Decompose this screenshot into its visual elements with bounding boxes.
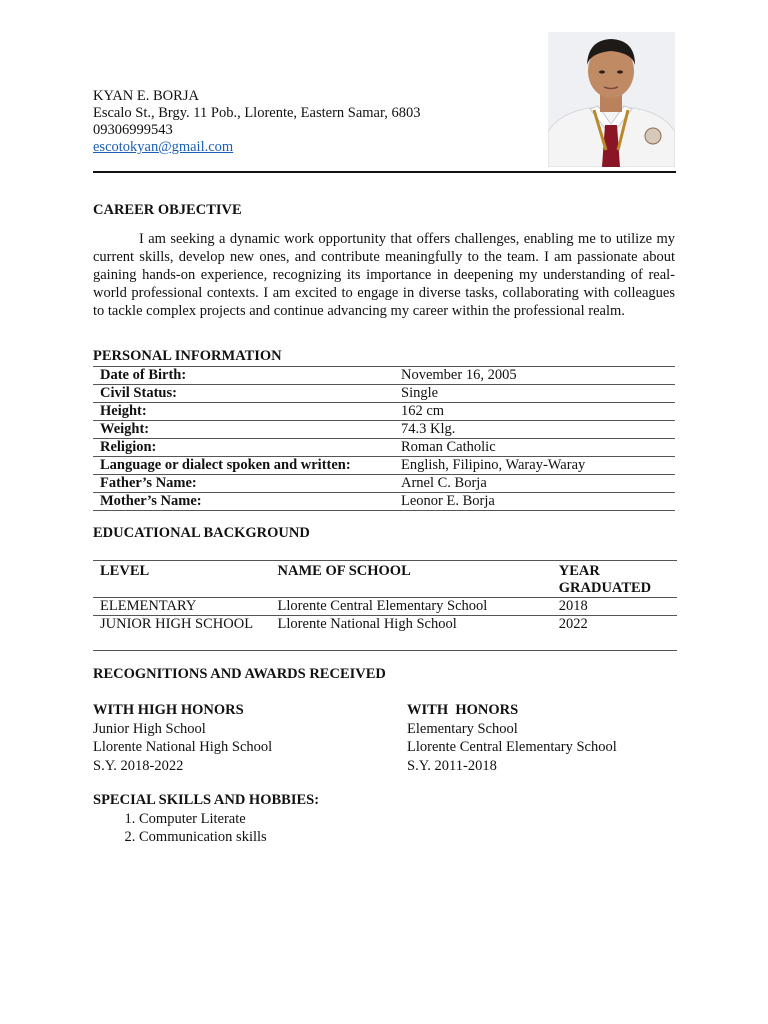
profile-photo xyxy=(548,32,675,167)
column-header-year: YEAR GRADUATED xyxy=(552,561,677,598)
table-row xyxy=(93,457,675,475)
skills-heading: SPECIAL SKILLS AND HOBBIES: xyxy=(93,792,320,808)
personal-information-table xyxy=(93,366,675,511)
year-graduated: 2022 xyxy=(552,616,677,651)
school-name: Llorente Central Elementary School xyxy=(271,598,552,616)
table-row xyxy=(93,616,677,651)
education-table xyxy=(93,560,677,651)
table-row xyxy=(93,493,675,511)
award-honors xyxy=(407,701,617,775)
header-divider xyxy=(93,171,676,173)
table-header-row xyxy=(93,561,677,598)
award-high-honors xyxy=(93,701,272,775)
contact-block xyxy=(93,88,421,156)
education-level: ELEMENTARY xyxy=(93,598,271,616)
award-school-year: S.Y. 2011-2018 xyxy=(407,757,497,774)
award-school-year: S.Y. 2018-2022 xyxy=(93,757,184,774)
award-school: Llorente Central Elementary School xyxy=(407,739,617,755)
skills-list-container xyxy=(93,810,267,846)
skills-list xyxy=(93,810,267,846)
field-value: Arnel C. Borja xyxy=(394,475,675,493)
table-row xyxy=(93,403,675,421)
field-value: English, Filipino, Waray-Waray xyxy=(394,457,675,475)
educational-background-heading: EDUCATIONAL BACKGROUND xyxy=(93,525,310,541)
column-header-level: LEVEL xyxy=(93,561,271,598)
award-level: Elementary School xyxy=(407,720,518,737)
field-label: Religion: xyxy=(93,439,394,457)
personal-information-heading: PERSONAL INFORMATION xyxy=(93,348,282,364)
email-link[interactable]: escotokyan@gmail.com xyxy=(93,139,234,155)
table-row xyxy=(93,439,675,457)
field-value: 162 cm xyxy=(394,403,675,421)
list-item: 2. Communication skills xyxy=(139,828,267,846)
table-row xyxy=(93,475,675,493)
table-row xyxy=(93,367,675,385)
field-label: Father’s Name: xyxy=(93,475,394,493)
profile-photo-illustration xyxy=(548,32,675,167)
address: Escalo St., Brgy. 11 Pob., Llorente, Eastern Samar, 6803 xyxy=(93,105,421,121)
field-value: Roman Catholic xyxy=(394,439,675,457)
award-level: Junior High School xyxy=(93,720,206,737)
field-value: Leonor E. Borja xyxy=(394,493,675,511)
table-row xyxy=(93,598,677,616)
award-title: WITH HONORS xyxy=(407,702,519,718)
phone-number: 09306999543 xyxy=(93,122,173,138)
field-label: Mother’s Name: xyxy=(93,493,394,511)
field-label: Weight: xyxy=(93,421,394,439)
school-name: Llorente National High School xyxy=(271,616,552,651)
career-objective-heading: CAREER OBJECTIVE xyxy=(93,202,242,218)
list-item: 1. Computer Literate xyxy=(139,810,267,828)
table-row xyxy=(93,421,675,439)
field-value: November 16, 2005 xyxy=(394,367,675,385)
field-value: Single xyxy=(394,385,675,403)
field-label: Language or dialect spoken and written: xyxy=(93,457,394,475)
awards-heading: RECOGNITIONS AND AWARDS RECEIVED xyxy=(93,666,386,682)
applicant-name: KYAN E. BORJA xyxy=(93,88,199,104)
field-label: Height: xyxy=(93,403,394,421)
career-objective-text: I am seeking a dynamic work opportunity that offers challenges, enabling me to utilize my current skills, develop new ones, and contribute meaningfully to the team. I am passionate about gaining hands-on experience, recognizing its importance in deepening my understanding of real-world professional contexts. I am excited to engage in diverse tasks, collaborating with colleagues to tackle complex projects and continue advancing my career within the professional realm. xyxy=(93,231,675,319)
column-header-school: NAME OF SCHOOL xyxy=(271,561,552,598)
field-value: 74.3 Klg. xyxy=(394,421,675,439)
education-level: JUNIOR HIGH SCHOOL xyxy=(93,616,271,651)
field-label: Date of Birth: xyxy=(93,367,394,385)
year-graduated: 2018 xyxy=(552,598,677,616)
field-label: Civil Status: xyxy=(93,385,394,403)
award-school: Llorente National High School xyxy=(93,739,273,755)
award-title: WITH HIGH HONORS xyxy=(93,702,244,718)
table-row xyxy=(93,385,675,403)
